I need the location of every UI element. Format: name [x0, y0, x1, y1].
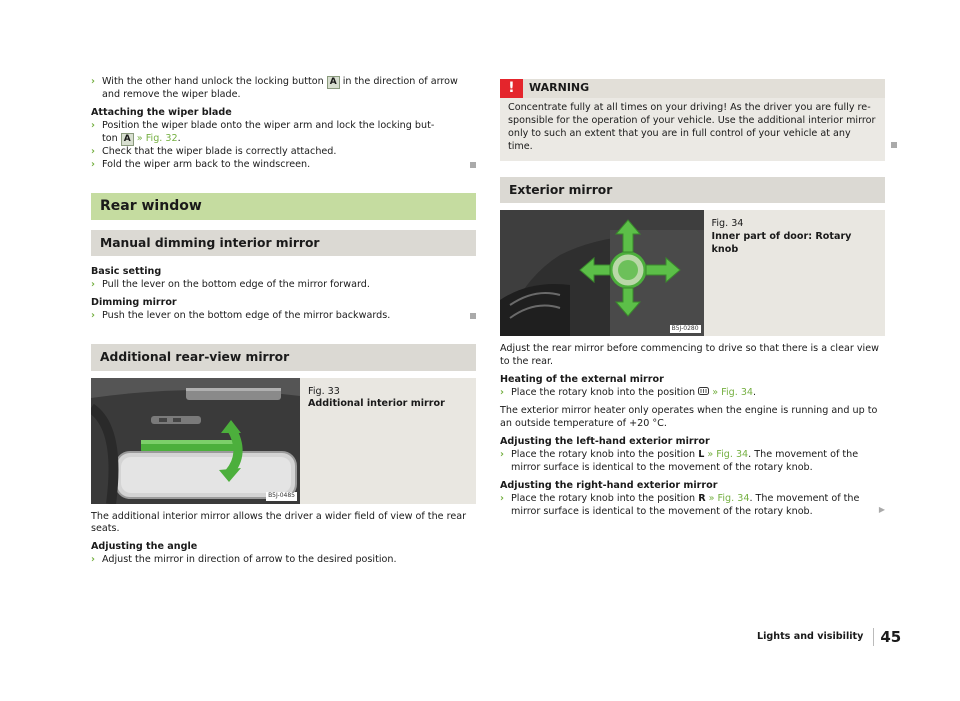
page-footer [757, 627, 901, 647]
step-arrow-icon: › [500, 387, 504, 399]
dimming-heading: Dimming mirror [91, 297, 177, 309]
mirror-heating-icon [698, 387, 709, 395]
step-arrow-icon: › [91, 554, 95, 566]
attach-step-1: › Position the wiper blade onto the wiper arm and lock the locking but- ton A » Fig. 32. [91, 119, 435, 144]
position-r-symbol: R [698, 492, 706, 504]
basic-setting-step: › Pull the lever on the bottom edge of the mirror forward. [91, 279, 370, 291]
right-column [500, 79, 885, 519]
warning-box [500, 79, 885, 161]
warning-header [500, 79, 885, 98]
left-column [91, 76, 476, 567]
fig33-caption: Additional interior mirror [308, 398, 445, 410]
button-a-key: A [327, 76, 340, 89]
basic-setting-heading: Basic setting [91, 266, 162, 278]
fig33-image-code: B5J-0485 [268, 492, 295, 500]
footer-divider [873, 628, 874, 646]
step-arrow-icon: › [91, 158, 95, 170]
figure-34 [500, 210, 885, 336]
interior-mirror-image [91, 378, 300, 504]
attach-step-3: › Fold the wiper arm back to the windscreen. [91, 159, 476, 172]
left-mirror-step: › Place the rotary knob into the position L » Fig. 34. The movement of the mirror surface is identical to the movement of the rotary knob. [500, 448, 859, 473]
warning-title: WARNING [529, 81, 590, 95]
angle-step: › Adjust the mirror in direction of arrow to the desired position. [91, 554, 397, 566]
fig34-caption-block [704, 210, 885, 336]
step-arrow-icon: › [91, 279, 95, 291]
exterior-mirror-title: Exterior mirror [500, 177, 885, 204]
continue-arrow-icon: ▶ [878, 504, 885, 514]
dimming-step: › Push the lever on the bottom edge of the mirror backwards. [91, 310, 476, 323]
fig34-link[interactable]: » Fig. 34 [705, 492, 750, 504]
section-end-icon [470, 162, 476, 168]
chapter-name: Lights and visibility [757, 630, 864, 642]
fig34-image-code: B5J-0280 [671, 325, 699, 333]
figure-33 [91, 378, 476, 504]
interior-mirror-illustration [91, 378, 300, 504]
page-number: 45 [880, 628, 902, 646]
section-end-icon [470, 313, 476, 319]
additional-mirror-title: Additional rear-view mirror [91, 344, 476, 371]
step-arrow-icon: › [500, 448, 504, 460]
step-unlock: › With the other hand unlock the locking button A in the direction of arrow and remove the wiper blade. [91, 76, 458, 100]
fig32-link[interactable]: » Fig. 32 [133, 132, 178, 144]
rotary-knob-image [500, 210, 704, 336]
fig34-link[interactable]: » Fig. 34 [704, 448, 749, 460]
left-mirror-heading: Adjusting the left-hand exterior mirror [500, 435, 710, 447]
step-arrow-icon: › [91, 119, 95, 131]
attach-step-2: › Check that the wiper blade is correctly attached. [91, 145, 337, 157]
adjust-text: Adjust the rear mirror before commencing to drive so that there is a clear view to the rear. [500, 343, 879, 368]
fig33-caption-block [300, 378, 453, 504]
fig33-label: Fig. 33 [308, 385, 340, 397]
step-arrow-icon: › [500, 492, 504, 504]
rear-window-title: Rear window [91, 193, 476, 220]
heating-heading: Heating of the external mirror [500, 374, 664, 386]
attach-heading: Attaching the wiper blade [91, 106, 232, 118]
position-l-symbol: L [698, 448, 705, 460]
fig34-caption: Inner part of door: Rotary knob [711, 231, 852, 256]
step-arrow-icon: › [91, 309, 95, 321]
angle-heading: Adjusting the angle [91, 541, 198, 553]
warning-icon: ! [500, 79, 523, 98]
manual-dimming-title: Manual dimming interior mirror [91, 230, 476, 257]
heater-text: The exterior mirror heater only operates when the engine is running and up to an outside temperature of +20 °C. [500, 405, 878, 430]
right-mirror-step: › Place the rotary knob into the position R » Fig. 34. The movement of the mirror surface is identical to the movement of the rotary knob. ▶ [500, 492, 885, 517]
section-end-icon [891, 142, 897, 148]
heating-step: › Place the rotary knob into the position » Fig. 34. [500, 387, 757, 399]
step-arrow-icon: › [91, 76, 95, 87]
additional-mirror-text: The additional interior mirror allows the driver a wider field of view of the rear seats. [91, 510, 467, 535]
right-mirror-heading: Adjusting the right-hand exterior mirror [500, 479, 718, 491]
warning-text: Concentrate fully at all times on your driving! As the driver you are fully re-sponsible for the operation of your vehicle. Use the additional interior mirror only to such an extent that you are in full control of your vehicle at any time. [508, 102, 876, 152]
fig34-label: Fig. 34 [711, 218, 744, 230]
button-a-key: A [121, 133, 134, 146]
fig34-link[interactable]: » Fig. 34 [709, 387, 754, 399]
step-arrow-icon: › [91, 145, 95, 157]
rotary-knob-illustration [500, 210, 704, 336]
